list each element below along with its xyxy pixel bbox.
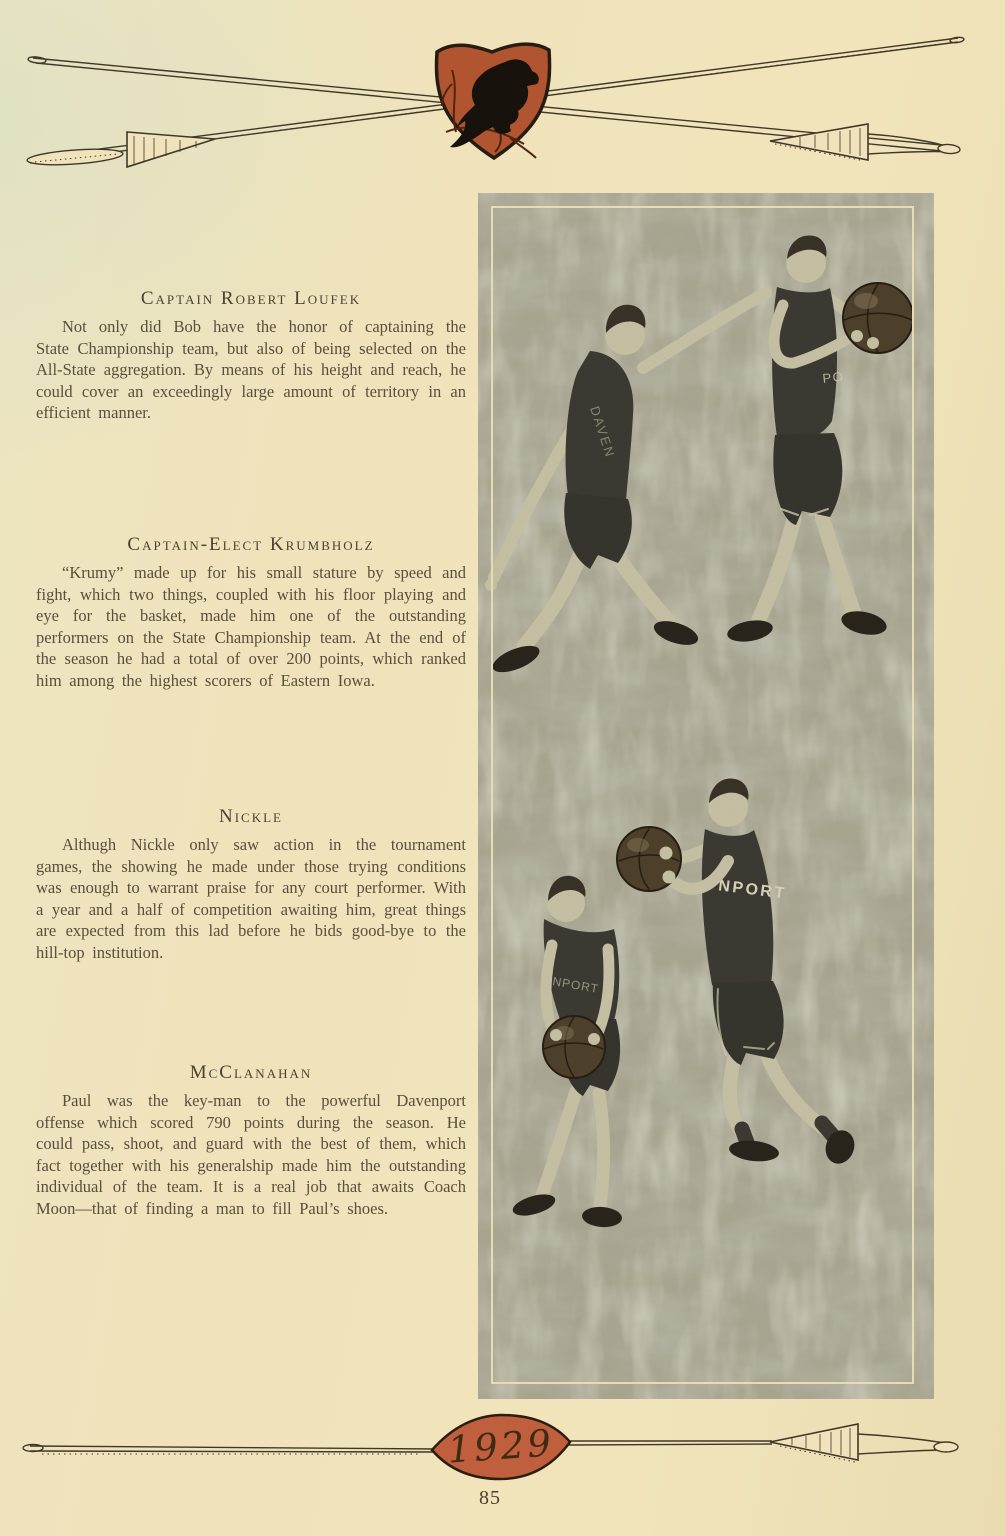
jersey-text: PO <box>821 368 845 386</box>
header-ornament <box>0 0 1005 195</box>
page-number: 85 <box>479 1487 501 1509</box>
bio-section-krumbholz <box>36 534 466 692</box>
jersey-text: NPORT <box>551 974 600 997</box>
section-body: Not only did Bob have the honor of captaining the State Championship team, but also of being selected on the All-State aggregation. By means of his height and reach, he could cover an exceedingly large amount of territory in an efficient manner. <box>36 317 466 423</box>
section-body: “Krumy” made up for his small stature by speed and fight, which two things, coupled with his floor playing and eye for the basket, made him one of the outstanding performers on the State Championship team. At the end of the season he had a total of over 200 points, which ranked him among the highest scorers of Eastern Iowa. <box>36 563 466 691</box>
jersey-text: DAVEN <box>587 404 619 461</box>
team-photo <box>478 193 934 1399</box>
section-heading: Captain Robert Loufek <box>140 288 362 309</box>
year-badge <box>432 1415 570 1479</box>
section-heading: Nickle <box>219 806 283 827</box>
section-heading: Captain-Elect Krumbholz <box>127 534 375 555</box>
crest-shield <box>436 44 549 158</box>
jersey-text: NPORT <box>717 877 788 903</box>
bio-section-mcclanahan <box>36 1062 466 1220</box>
section-heading: McClanahan <box>189 1062 313 1083</box>
footer-ornament <box>0 1400 1005 1500</box>
year-text: 1929 <box>446 1421 556 1472</box>
team-photo-art <box>478 193 934 1399</box>
bio-section-nickle <box>36 806 466 964</box>
section-body: Paul was the key-man to the powerful Davenport offense which scored 790 points during the season. He could pass, shoot, and guard with the best of them, which fact together with his generalship made him the outstanding individual of the team. It is a real job that awaits Coach Moon—that of finding a man to fill Paul’s shoes. <box>36 1091 466 1219</box>
section-body: Althugh Nickle only saw action in the tournament games, the showing he made under those trying conditions was enough to warrant praise for any court performer. With a year and a half of competition awaiting him, great things are expected from this lad before he bids good-bye to the hill-top institution. <box>36 835 466 963</box>
bio-section-loufek <box>36 288 466 424</box>
